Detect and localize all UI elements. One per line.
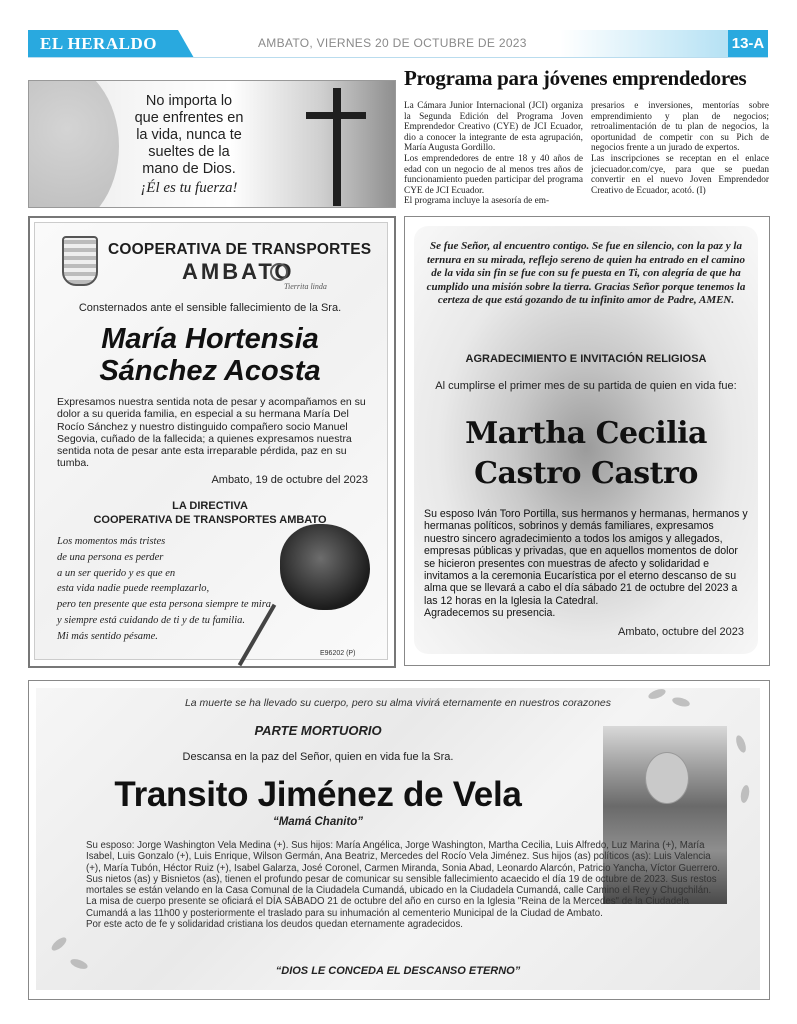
- article-paragraph: La Cámara Junior Internacional (JCI) organiza la Segunda Edición del Programa Joven Emprendedor Creativo (CYE) de JCI Ecuador, dio a conocer la integrante de esta agrupación, María Augusta Gordillo.: [404, 101, 583, 154]
- martha-prayer: Se fue Señor, al encuentro contigo. Se fue en silencio, con la paz y la ternura en su mirada, reflejo sereno de quien ha entrado en el camino de la vida sin fin se fue con su fe puesta en Ti, con alegría de que ha cumplido una misión sobre la tierra. Gracias Señor porque tenemos la certeza de que está gozando de tu infinito amor de Padre, AMEN.: [426, 240, 746, 306]
- header-divider: [28, 57, 768, 58]
- deceased-name-line2: Sánchez Acosta: [99, 355, 321, 387]
- coop-title: COOPERATIVA DE TRANSPORTES: [108, 241, 372, 258]
- deceased-name-line1: María Hortensia: [101, 323, 319, 355]
- poem-line: de una persona es perder: [57, 551, 164, 563]
- faith-line: sueltes de la: [148, 144, 230, 160]
- transito-paragraph: Su esposo: Jorge Washington Vela Medina (+). Sus hijos: María Angélica, Jorge Washington, Martha Cecilia, Luis Alfredo, Luz Marina (+), María Isabel, Luis Gonzalo (+), Luis Enrique, Wilson Germán, Ana Beatriz, Mercedes del Rocío Vela Jiménez. Sus hijos (as) políticos (as): Luis Valencia (+), María Tubón, Héctor Ruiz (+), Isabel Galarza, José Coronel, Carmen Miranda, Sonia Abad, Leonardo Alarcón, Patricio Yancha, Víctor Guerrero. Sus nietos (as) y Bisnietos (as), tienen el profundo pesar de comunicar su sensible fallecimiento acaecido el día 19 de octubre de 2023. Sus restos mortales se están velando en la Casa Comunal de la Ciudadela Cumandá, ubicado en la Ciudadela Cumandá, calle Camino el Rey y Chugchilán.: [86, 840, 720, 897]
- coop-signature-org: COOPERATIVA DE TRANSPORTES AMBATO: [93, 514, 327, 526]
- martha-body-text: Su esposo Iván Toro Portilla, sus hermanos y hermanas, hermanos y hermanas políticos, sobrinos y demás familiares, expresamos nuestro sincero agradecimiento a todos los amigos y allegados, empresas públicas y privadas, que en aquellos momentos de dolor se hicieron presentes con muestras de afecto y solidaridad e invitamos a la ceremonia Eucarística por el eterno descanso de su alma que se llevará a cabo el día sábado 21 de octubre del 2023 a las 12 horas en la Iglesia la Catedral.: [424, 508, 748, 607]
- faith-line: mano de Dios.: [142, 161, 236, 177]
- faith-line: que enfrentes en: [134, 110, 244, 126]
- transito-paragraph: Por este acto de fe y solidaridad cristiana los deudos quedan eternamente agradecidos.: [86, 919, 463, 931]
- coop-date: Ambato, 19 de octubre del 2023: [211, 474, 368, 486]
- article-paragraph: El programa incluye la asesoría de em-: [404, 196, 550, 207]
- martha-body: [424, 508, 750, 620]
- article-title: Programa para jóvenes emprendedores: [404, 66, 747, 90]
- transito-top-quote: La muerte se ha llevado su cuerpo, pero su alma vivirá eternamente en nuestros corazones: [184, 697, 612, 709]
- cross-icon-bar: [306, 112, 366, 119]
- transito-closing: “DIOS LE CONCEDA EL DESCANSO ETERNO”: [275, 965, 521, 977]
- page-number: 13-A: [728, 30, 768, 57]
- faith-tagline: ¡Él es tu fuerza!: [140, 180, 238, 196]
- article-column-1: [404, 101, 583, 209]
- deceased-face: [645, 752, 689, 804]
- ad-figure-image: [28, 80, 119, 208]
- coop-signature: LA DIRECTIVA: [172, 500, 248, 512]
- poem-line: Mi más sentido pésame.: [57, 630, 158, 642]
- faith-ad-text: [119, 93, 259, 197]
- logo-circle-icon: [270, 263, 288, 281]
- martha-date: Ambato, octubre del 2023: [618, 626, 744, 638]
- transito-body: [86, 840, 726, 930]
- martha-thanks: Agradecemos su presencia.: [424, 607, 556, 620]
- transito-paragraph: La misa de cuerpo presente se oficiará el DÍA SÁBADO 21 de octubre del año en curso en la Iglesia "Reina de la Mercedes" de la Ciudadela Cumandá a las 11h00 y posteriormente el traslado para su inhumación al cementerio Municipal de la Ciudad de Ambato.: [86, 896, 690, 919]
- transito-name: Transito Jiménez de Vela: [114, 775, 522, 814]
- coop-ambato-logo: AMBATO: [182, 259, 295, 284]
- coop-poem: [57, 534, 297, 645]
- transito-heading: PARTE MORTUORIO: [254, 723, 382, 738]
- article-paragraph: Las inscripciones se receptan en el enlace jciecuador.com/cye, para que se puedan convertir en el nuevo Joven Emprendedor Creativo de Ecuador, acotó. (I): [591, 153, 769, 196]
- transito-alias: “Mamá Chanito”: [272, 816, 364, 828]
- transito-intro: Descansa en la paz del Señor, quien en vida fue la Sra.: [182, 751, 454, 763]
- poem-line: y siempre está cuidando de ti y de tu familia.: [57, 614, 245, 626]
- poem-line: esta vida nadie puede reemplazarlo,: [57, 583, 210, 595]
- poem-line: a un ser querido y es que en: [57, 567, 176, 579]
- coop-intro: Consternados ante el sensible fallecimiento de la Sra.: [78, 302, 342, 314]
- poem-line: pero ten presente que esta persona siempre te mira: [57, 599, 272, 611]
- martha-heading: AGRADECIMIENTO E INVITACIÓN RELIGIOSA: [465, 353, 707, 365]
- article-column-2: [591, 101, 769, 209]
- article-paragraph: Los emprendedores de entre 18 y 40 años de edad con un negocio de al menos tres años de funcionamiento pueden participar del programa CYE de JCI Ecuador.: [404, 153, 583, 196]
- ad-reference: E96202 (P): [320, 650, 356, 657]
- newspaper-name: EL HERALDO: [40, 34, 157, 53]
- martha-name-line1: Martha Cecilia: [465, 416, 707, 451]
- martha-name-line2: Castro Castro: [474, 456, 698, 491]
- header-fade: [560, 30, 730, 57]
- coop-slogan: Tierrita linda: [284, 282, 327, 291]
- article-paragraph: presarios e inversiones, mentorías sobre emprendimiento y plan de negocios; retroalimentación de tu plan de negocios, la oportunidad de competir con su Pich de negocios frente a un jurado de expertos.: [591, 101, 769, 154]
- cross-icon: [333, 88, 341, 206]
- poem-line: Los momentos más tristes: [57, 536, 166, 547]
- faith-line: la vida, nunca te: [136, 127, 242, 143]
- martha-intro: Al cumplirse el primer mes de su partida de quien en vida fue:: [435, 380, 737, 392]
- coop-shield-logo-icon: [62, 236, 98, 286]
- header-date: AMBATO, VIERNES 20 DE OCTUBRE DE 2023: [258, 36, 527, 50]
- coop-body: Expresamos nuestra sentida nota de pesar y acompañamos en su dolor a su querida familia, en especial a su hermana María Del Rocío Sánchez y nuestro distinguido compañero socio Manuel Segovia, cuñado de la fallecida; a quienes expresamos nuestra sentida nota de pesar ante esta irreparable pérdida, paz en su tumba.: [57, 396, 366, 470]
- faith-line: No importa lo: [145, 93, 233, 109]
